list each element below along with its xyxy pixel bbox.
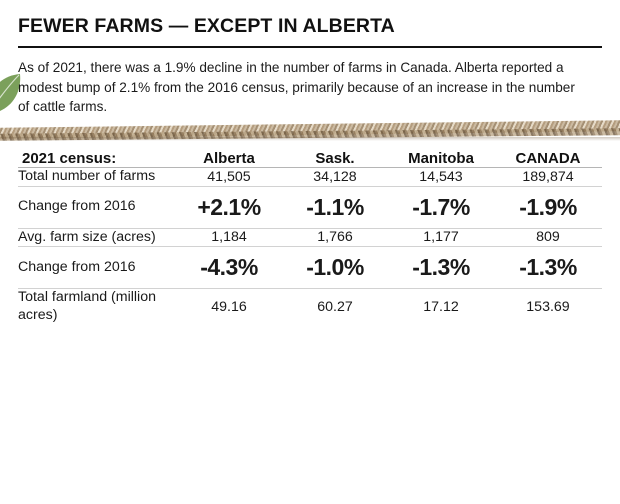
cell-sask: 34,128 (313, 168, 357, 185)
cell-canada: 153.69 (526, 298, 570, 315)
cell-canada: 189,874 (522, 168, 574, 185)
column-header-sask: Sask. (315, 150, 355, 167)
cell-alberta: -4.3% (200, 254, 258, 281)
column-header-manitoba: Manitoba (408, 150, 474, 167)
table-row (18, 168, 602, 187)
header (0, 0, 620, 116)
cell-manitoba: 14,543 (419, 168, 463, 185)
table-header-row (18, 150, 602, 168)
page-title: FEWER FARMS — EXCEPT IN ALBERTA (18, 15, 395, 37)
cell-sask: 60.27 (317, 298, 353, 315)
cell-manitoba: 17.12 (423, 298, 459, 315)
cell-canada: -1.9% (519, 193, 577, 220)
cell-alberta: 1,184 (211, 229, 247, 246)
cell-sask: -1.1% (306, 193, 364, 220)
table-row (18, 247, 602, 289)
table-row (18, 186, 602, 228)
table-row (18, 228, 602, 247)
cell-manitoba: -1.3% (412, 254, 470, 281)
column-header-canada: CANADA (515, 150, 581, 167)
cell-canada: 809 (536, 229, 560, 246)
cell-manitoba: -1.7% (412, 193, 470, 220)
row-label: Avg. farm size (acres) (18, 228, 156, 245)
table-row (18, 289, 602, 325)
title-rule (18, 46, 602, 48)
stats-table-container (18, 150, 602, 324)
row-label: Change from 2016 (18, 258, 136, 275)
row-label: Change from 2016 (18, 198, 136, 215)
cell-alberta: 49.16 (211, 298, 247, 315)
column-header-alberta: Alberta (203, 150, 255, 167)
deck-text: As of 2021, there was a 1.9% decline in the number of farms in Canada. Alberta reported a modest bump of 2.1% from the 2016 census, primarily because of an increase in the number of cattle farms. (18, 60, 575, 115)
cell-alberta: 41,505 (207, 168, 251, 185)
column-header-census: 2021 census: (22, 150, 117, 167)
cell-alberta: +2.1% (197, 193, 261, 220)
rope-shadow (0, 137, 620, 141)
row-label: Total farmland (million acres) (18, 289, 156, 323)
row-label: Total number of farms (18, 168, 156, 184)
cell-sask: -1.0% (306, 254, 364, 281)
decorative-rope-band (0, 120, 620, 142)
stats-table (18, 150, 602, 324)
cell-sask: 1,766 (317, 229, 353, 246)
cell-canada: -1.3% (519, 254, 577, 281)
cell-manitoba: 1,177 (423, 229, 459, 246)
